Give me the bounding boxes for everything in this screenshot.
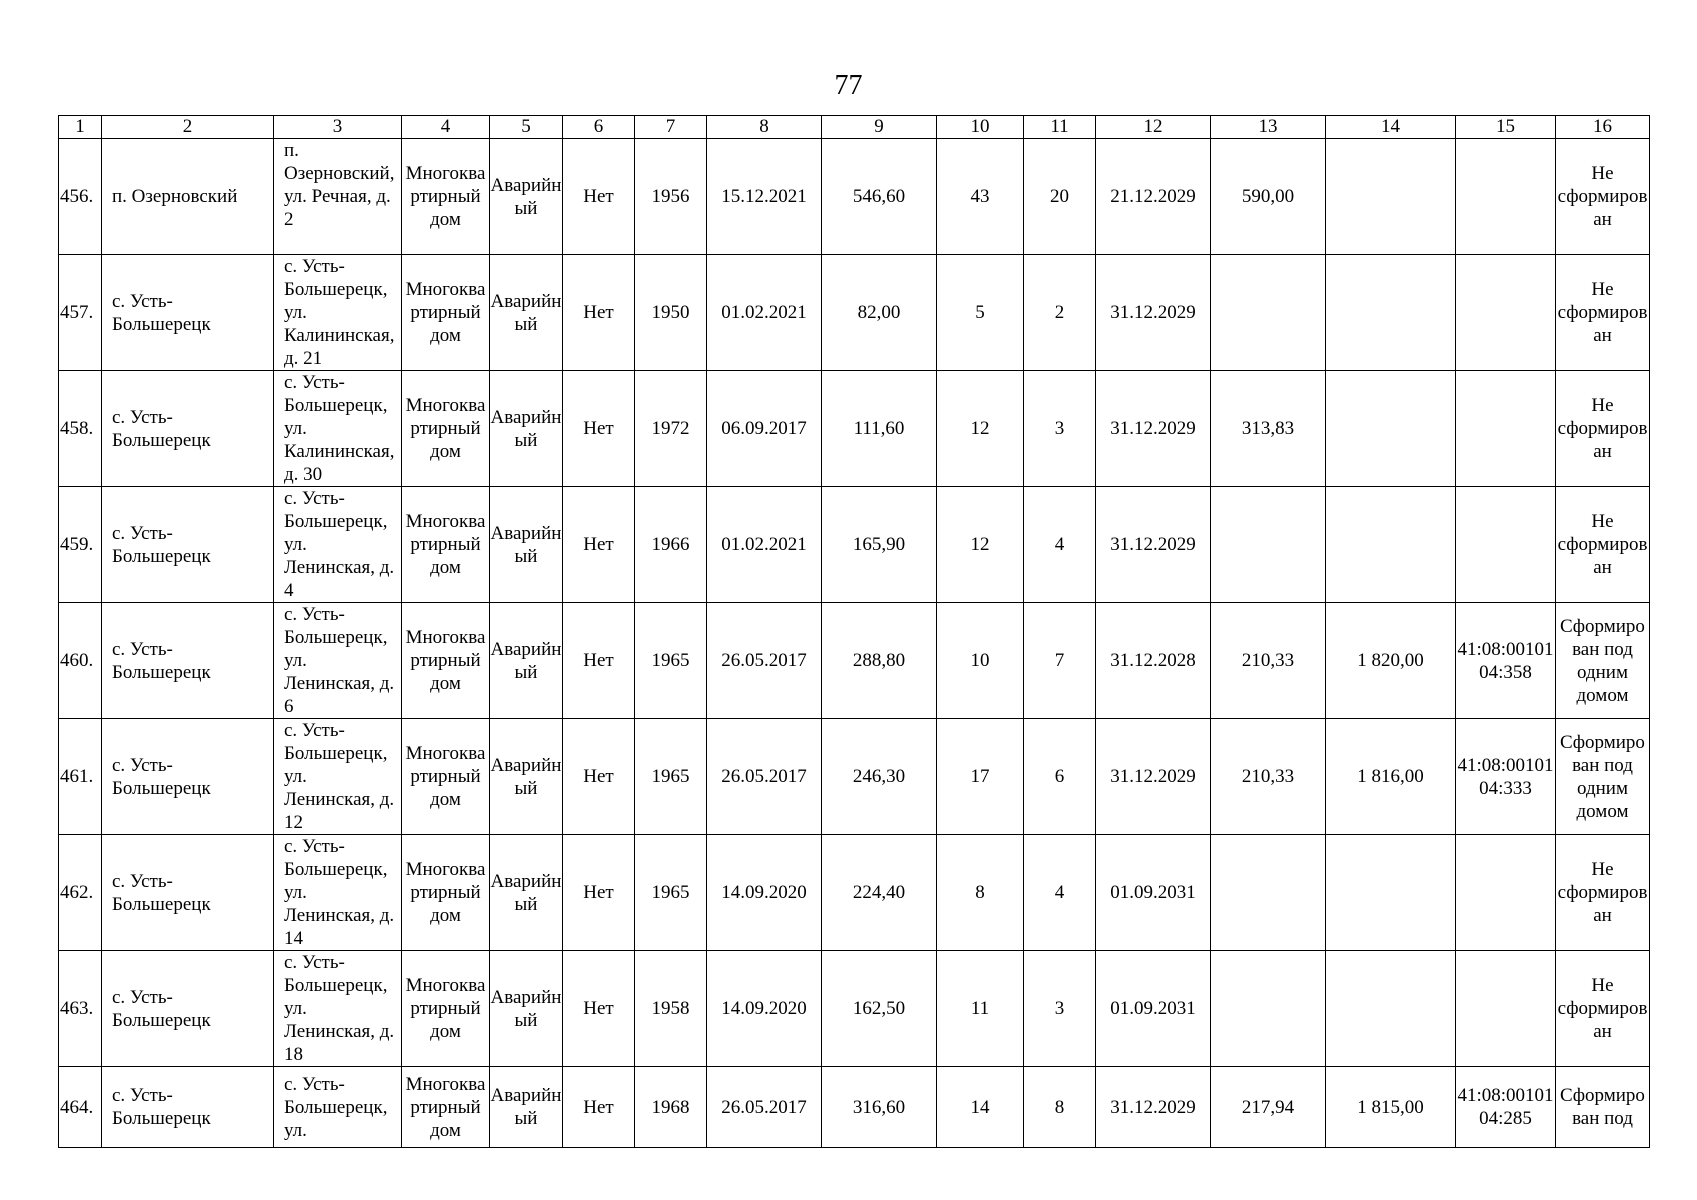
row-number-cell: 464. (59, 1067, 102, 1148)
land-status-cell: Сформирован под одним домом (1556, 719, 1650, 835)
address-cell: п. Озерновский, ул. Речная, д. 2 (274, 139, 402, 255)
row-number-cell: 463. (59, 951, 102, 1067)
land-status-cell: Не сформирован (1556, 951, 1650, 1067)
table-row (59, 371, 1650, 487)
column-6-cell: Нет (563, 835, 635, 951)
column-10-cell: 5 (937, 255, 1024, 371)
house-type-cell: Многоквартирный дом (402, 255, 490, 371)
area-cell: 288,80 (822, 603, 937, 719)
column-6-cell: Нет (563, 371, 635, 487)
column-14-cell (1326, 255, 1456, 371)
column-14-cell: 1 820,00 (1326, 603, 1456, 719)
house-type-cell: Многоквартирный дом (402, 139, 490, 255)
column-11-cell: 3 (1024, 371, 1096, 487)
column-number: 7 (635, 116, 707, 139)
page-number: 77 (834, 70, 863, 101)
column-number: 13 (1211, 116, 1326, 139)
address-cell: с. Усть-Большерецк, ул. Калининская, д. 30 (274, 371, 402, 487)
address-cell: с. Усть-Большерецк, ул. Калининская, д. 21 (274, 255, 402, 371)
address-cell: с. Усть-Большерецк, ул. (274, 1067, 402, 1148)
column-10-cell: 14 (937, 1067, 1024, 1148)
recognition-date-cell: 06.09.2017 (707, 371, 822, 487)
column-11-cell: 7 (1024, 603, 1096, 719)
column-11-cell: 2 (1024, 255, 1096, 371)
column-10-cell: 17 (937, 719, 1024, 835)
house-type-cell: Многоквартирный дом (402, 1067, 490, 1148)
table-row (59, 951, 1650, 1067)
column-10-cell: 12 (937, 371, 1024, 487)
address-cell: с. Усть-Большерецк, ул. Ленинская, д. 18 (274, 951, 402, 1067)
column-number: 2 (102, 116, 274, 139)
status-cell: Аварийный (490, 487, 563, 603)
column-13-cell (1211, 487, 1326, 603)
recognition-date-cell: 14.09.2020 (707, 835, 822, 951)
address-cell: с. Усть-Большерецк, ул. Ленинская, д. 12 (274, 719, 402, 835)
column-13-cell: 313,83 (1211, 371, 1326, 487)
recognition-date-cell: 14.09.2020 (707, 951, 822, 1067)
deadline-cell: 31.12.2028 (1096, 603, 1211, 719)
settlement-cell: с. Усть-Большерецк (102, 487, 274, 603)
cadastral-number-cell (1456, 835, 1556, 951)
settlement-cell: с. Усть-Большерецк (102, 371, 274, 487)
row-number-cell: 460. (59, 603, 102, 719)
year-cell: 1966 (635, 487, 707, 603)
column-11-cell: 6 (1024, 719, 1096, 835)
land-status-cell: Не сформирован (1556, 835, 1650, 951)
column-14-cell (1326, 139, 1456, 255)
house-type-cell: Многоквартирный дом (402, 371, 490, 487)
table-row (59, 255, 1650, 371)
deadline-cell: 31.12.2029 (1096, 255, 1211, 371)
column-number: 8 (707, 116, 822, 139)
house-type-cell: Многоквартирный дом (402, 719, 490, 835)
column-6-cell: Нет (563, 487, 635, 603)
table-row (59, 1067, 1650, 1148)
column-number: 16 (1556, 116, 1650, 139)
year-cell: 1956 (635, 139, 707, 255)
table-row (59, 139, 1650, 255)
column-11-cell: 4 (1024, 835, 1096, 951)
housing-registry-table (58, 115, 1650, 1148)
cadastral-number-cell (1456, 951, 1556, 1067)
cadastral-number-cell: 41:08:0010104:285 (1456, 1067, 1556, 1148)
column-number: 1 (59, 116, 102, 139)
area-cell: 246,30 (822, 719, 937, 835)
column-14-cell: 1 816,00 (1326, 719, 1456, 835)
recognition-date-cell: 01.02.2021 (707, 255, 822, 371)
column-number: 11 (1024, 116, 1096, 139)
settlement-cell: с. Усть-Большерецк (102, 255, 274, 371)
column-13-cell (1211, 835, 1326, 951)
land-status-cell: Не сформирован (1556, 487, 1650, 603)
column-6-cell: Нет (563, 255, 635, 371)
land-status-cell: Не сформирован (1556, 255, 1650, 371)
row-number-cell: 457. (59, 255, 102, 371)
year-cell: 1950 (635, 255, 707, 371)
column-10-cell: 12 (937, 487, 1024, 603)
table-row (59, 835, 1650, 951)
column-13-cell: 590,00 (1211, 139, 1326, 255)
cadastral-number-cell (1456, 139, 1556, 255)
column-6-cell: Нет (563, 603, 635, 719)
column-number: 14 (1326, 116, 1456, 139)
status-cell: Аварийный (490, 255, 563, 371)
recognition-date-cell: 26.05.2017 (707, 603, 822, 719)
cadastral-number-cell (1456, 371, 1556, 487)
column-10-cell: 11 (937, 951, 1024, 1067)
deadline-cell: 21.12.2029 (1096, 139, 1211, 255)
column-number-row (59, 116, 1650, 139)
recognition-date-cell: 26.05.2017 (707, 1067, 822, 1148)
area-cell: 546,60 (822, 139, 937, 255)
area-cell: 316,60 (822, 1067, 937, 1148)
table-row (59, 603, 1650, 719)
column-14-cell (1326, 371, 1456, 487)
column-14-cell (1326, 487, 1456, 603)
column-11-cell: 4 (1024, 487, 1096, 603)
address-cell: с. Усть-Большерецк, ул. Ленинская, д. 14 (274, 835, 402, 951)
column-13-cell: 210,33 (1211, 603, 1326, 719)
column-6-cell: Нет (563, 139, 635, 255)
column-13-cell (1211, 951, 1326, 1067)
year-cell: 1965 (635, 835, 707, 951)
deadline-cell: 31.12.2029 (1096, 719, 1211, 835)
area-cell: 162,50 (822, 951, 937, 1067)
column-number: 3 (274, 116, 402, 139)
address-cell: с. Усть-Большерецк, ул. Ленинская, д. 6 (274, 603, 402, 719)
table-row (59, 487, 1650, 603)
column-number: 10 (937, 116, 1024, 139)
deadline-cell: 31.12.2029 (1096, 1067, 1211, 1148)
column-13-cell: 210,33 (1211, 719, 1326, 835)
house-type-cell: Многоквартирный дом (402, 603, 490, 719)
area-cell: 224,40 (822, 835, 937, 951)
house-type-cell: Многоквартирный дом (402, 951, 490, 1067)
settlement-cell: с. Усть-Большерецк (102, 951, 274, 1067)
column-14-cell: 1 815,00 (1326, 1067, 1456, 1148)
area-cell: 111,60 (822, 371, 937, 487)
status-cell: Аварийный (490, 719, 563, 835)
cadastral-number-cell: 41:08:0010104:333 (1456, 719, 1556, 835)
row-number-cell: 456. (59, 139, 102, 255)
land-status-cell: Сформирован под одним домом (1556, 603, 1650, 719)
land-status-cell: Сформирован под (1556, 1067, 1650, 1148)
house-type-cell: Многоквартирный дом (402, 487, 490, 603)
status-cell: Аварийный (490, 139, 563, 255)
year-cell: 1958 (635, 951, 707, 1067)
column-number: 9 (822, 116, 937, 139)
column-number: 12 (1096, 116, 1211, 139)
column-6-cell: Нет (563, 719, 635, 835)
column-6-cell: Нет (563, 951, 635, 1067)
deadline-cell: 01.09.2031 (1096, 835, 1211, 951)
row-number-cell: 462. (59, 835, 102, 951)
settlement-cell: с. Усть-Большерецк (102, 719, 274, 835)
house-type-cell: Многоквартирный дом (402, 835, 490, 951)
column-14-cell (1326, 951, 1456, 1067)
year-cell: 1965 (635, 603, 707, 719)
column-11-cell: 8 (1024, 1067, 1096, 1148)
row-number-cell: 461. (59, 719, 102, 835)
cadastral-number-cell: 41:08:0010104:358 (1456, 603, 1556, 719)
cadastral-number-cell (1456, 255, 1556, 371)
column-10-cell: 10 (937, 603, 1024, 719)
recognition-date-cell: 26.05.2017 (707, 719, 822, 835)
land-status-cell: Не сформирован (1556, 371, 1650, 487)
status-cell: Аварийный (490, 603, 563, 719)
year-cell: 1968 (635, 1067, 707, 1148)
column-11-cell: 20 (1024, 139, 1096, 255)
recognition-date-cell: 15.12.2021 (707, 139, 822, 255)
table-row (59, 719, 1650, 835)
table-body (59, 116, 1650, 1148)
column-6-cell: Нет (563, 1067, 635, 1148)
column-number: 15 (1456, 116, 1556, 139)
column-11-cell: 3 (1024, 951, 1096, 1067)
deadline-cell: 31.12.2029 (1096, 487, 1211, 603)
land-status-cell: Не сформирован (1556, 139, 1650, 255)
address-cell: с. Усть-Большерецк, ул. Ленинская, д. 4 (274, 487, 402, 603)
column-number: 6 (563, 116, 635, 139)
settlement-cell: с. Усть-Большерецк (102, 1067, 274, 1148)
area-cell: 165,90 (822, 487, 937, 603)
deadline-cell: 01.09.2031 (1096, 951, 1211, 1067)
row-number-cell: 458. (59, 371, 102, 487)
settlement-cell: п. Озерновский (102, 139, 274, 255)
settlement-cell: с. Усть-Большерецк (102, 835, 274, 951)
year-cell: 1965 (635, 719, 707, 835)
column-13-cell (1211, 255, 1326, 371)
column-number: 4 (402, 116, 490, 139)
area-cell: 82,00 (822, 255, 937, 371)
column-14-cell (1326, 835, 1456, 951)
recognition-date-cell: 01.02.2021 (707, 487, 822, 603)
status-cell: Аварийный (490, 951, 563, 1067)
column-10-cell: 8 (937, 835, 1024, 951)
column-13-cell: 217,94 (1211, 1067, 1326, 1148)
status-cell: Аварийный (490, 835, 563, 951)
column-number: 5 (490, 116, 563, 139)
row-number-cell: 459. (59, 487, 102, 603)
status-cell: Аварийный (490, 371, 563, 487)
cadastral-number-cell (1456, 487, 1556, 603)
column-10-cell: 43 (937, 139, 1024, 255)
deadline-cell: 31.12.2029 (1096, 371, 1211, 487)
year-cell: 1972 (635, 371, 707, 487)
status-cell: Аварийный (490, 1067, 563, 1148)
settlement-cell: с. Усть-Большерецк (102, 603, 274, 719)
